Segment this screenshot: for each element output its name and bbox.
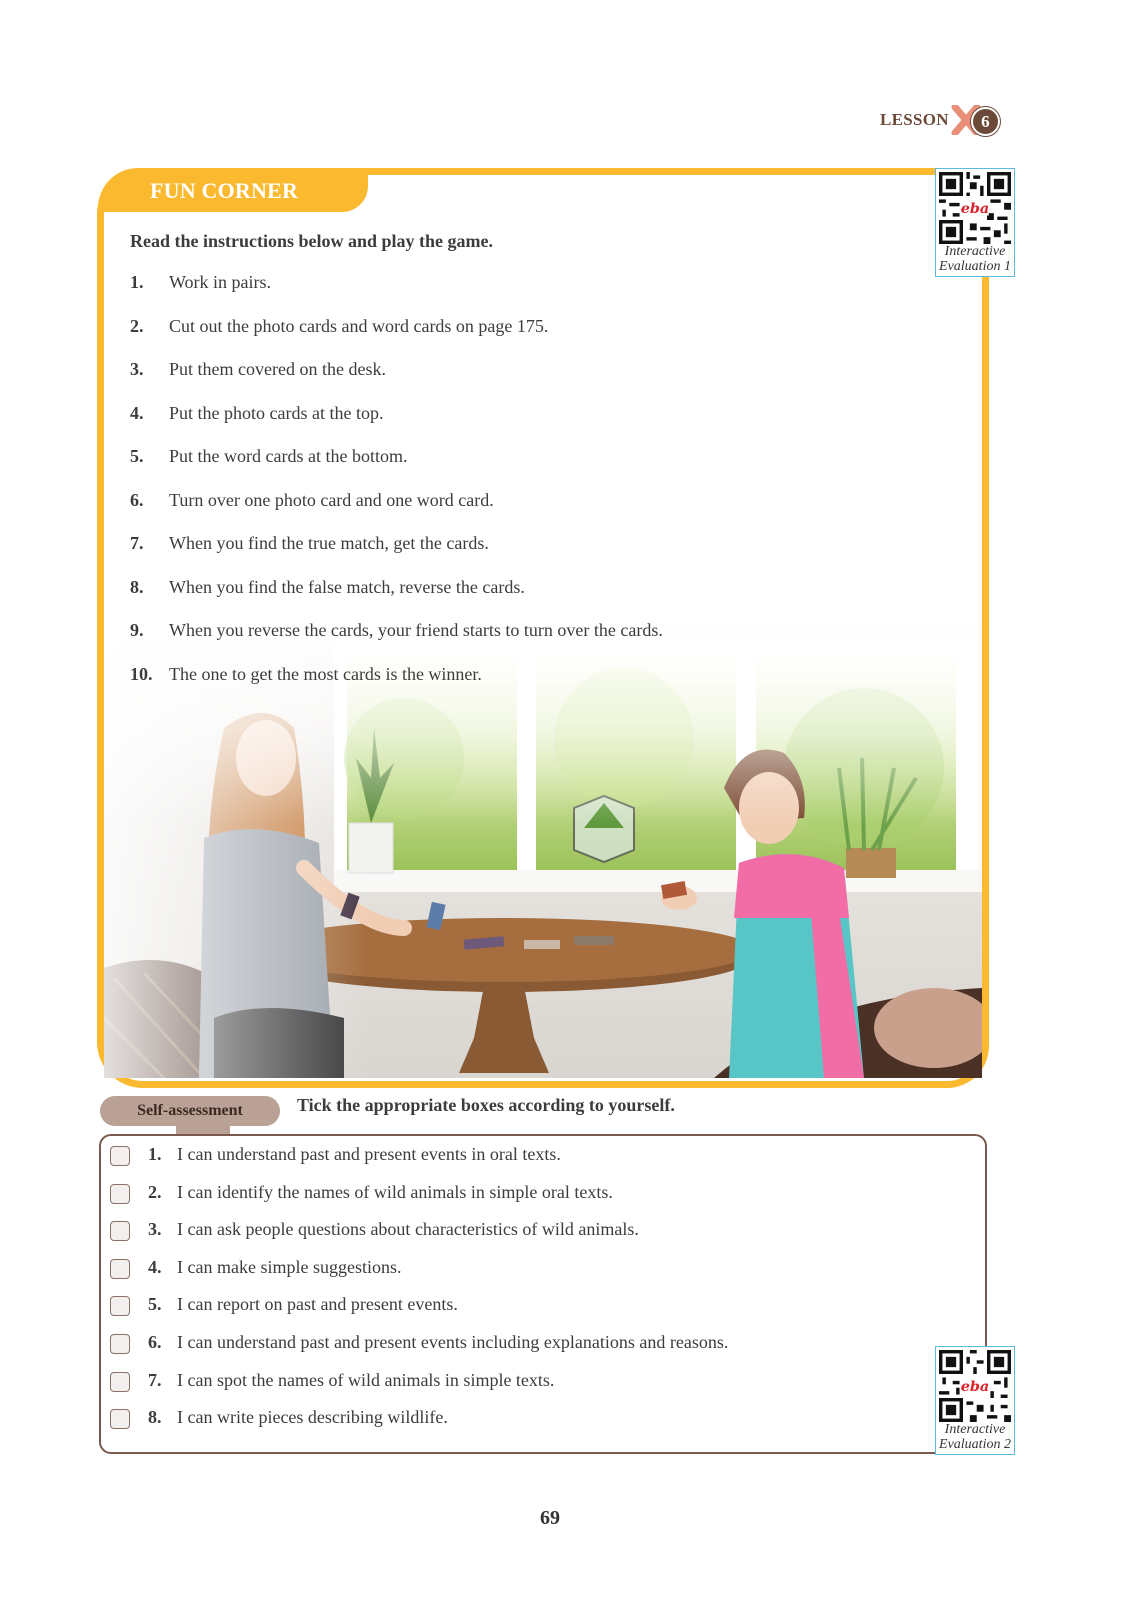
lesson-badge — [880, 105, 999, 135]
checkbox[interactable] — [110, 1334, 130, 1354]
qr-code-interactive-evaluation-1[interactable] — [935, 168, 1015, 277]
step-text: Put the word cards at the bottom. — [169, 446, 408, 466]
qr-caption-line1: Interactive — [944, 1422, 1006, 1437]
fun-corner-title: FUN CORNER — [150, 178, 299, 203]
qr-caption-line2: Evaluation 1 — [939, 259, 1011, 274]
step-text: When you find the false match, reverse the cards. — [169, 576, 525, 597]
step-number: 10. — [130, 663, 153, 684]
self-assessment-label: Self-assessment — [100, 1096, 280, 1126]
step-number: 2. — [130, 315, 144, 336]
checkbox[interactable] — [110, 1184, 130, 1204]
fun-corner-intro: Read the instructions below and play the game. — [130, 231, 494, 251]
item-text: I can understand past and present events including explanations and reasons. — [177, 1331, 729, 1352]
step-number: 1. — [130, 272, 144, 292]
item-text: I can write pieces describing wildlife. — [177, 1407, 448, 1428]
step-number: 3. — [130, 359, 144, 379]
children-playing-cards-photo — [104, 618, 982, 1078]
qr-code-interactive-evaluation-2[interactable] — [935, 1346, 1015, 1455]
qr-caption-line1: Interactive — [944, 244, 1006, 259]
page-number: 69 — [540, 1507, 560, 1529]
item-number: 7. — [148, 1369, 162, 1390]
step-text: When you reverse the cards, your friend starts to turn over the cards. — [169, 620, 663, 640]
qr-caption — [936, 244, 1014, 276]
step-number: 8. — [130, 576, 144, 597]
step-text: The one to get the most cards is the winner. — [169, 663, 482, 684]
step-text: When you find the true match, get the cards. — [169, 533, 489, 553]
step-number: 4. — [130, 402, 144, 423]
svg-text:eba: eba — [960, 1377, 990, 1395]
step-text: Put the photo cards at the top. — [169, 402, 384, 423]
step-text: Work in pairs. — [169, 272, 272, 292]
item-number: 8. — [148, 1407, 162, 1428]
step-number: 9. — [130, 620, 144, 640]
lesson-cross-icon — [951, 105, 999, 135]
item-number: 2. — [148, 1181, 162, 1202]
item-number: 1. — [148, 1144, 162, 1164]
item-text: I can ask people questions about characteristics of wild animals. — [177, 1219, 639, 1240]
checkbox[interactable] — [110, 1221, 130, 1241]
item-text: I can understand past and present events in oral texts. — [177, 1144, 561, 1164]
item-text: I can make simple suggestions. — [177, 1256, 402, 1277]
svg-text:eba: eba — [960, 199, 990, 217]
self-assessment-instruction: Tick the appropriate boxes according to yourself. — [297, 1095, 675, 1115]
lesson-number: 6 — [971, 107, 1000, 136]
item-text: I can report on past and present events. — [177, 1294, 458, 1315]
step-text: Put them covered on the desk. — [169, 359, 386, 379]
item-text: I can identify the names of wild animals in simple oral texts. — [177, 1181, 613, 1202]
checkbox[interactable] — [110, 1372, 130, 1392]
checkbox[interactable] — [110, 1146, 130, 1166]
step-text: Turn over one photo card and one word card. — [169, 489, 494, 510]
qr-code-icon — [939, 1350, 1011, 1422]
item-number: 5. — [148, 1294, 162, 1315]
step-text: Cut out the photo cards and word cards on page 175. — [169, 315, 549, 336]
item-text: I can spot the names of wild animals in simple texts. — [177, 1369, 555, 1390]
checkbox[interactable] — [110, 1259, 130, 1279]
self-assessment-tab-stem — [176, 1126, 230, 1134]
item-number: 6. — [148, 1331, 162, 1352]
item-number: 3. — [148, 1219, 162, 1240]
step-number: 7. — [130, 533, 144, 553]
checkbox[interactable] — [110, 1409, 130, 1429]
step-number: 6. — [130, 489, 144, 510]
qr-caption-line2: Evaluation 2 — [939, 1437, 1011, 1452]
qr-code-icon — [939, 172, 1011, 244]
qr-caption — [936, 1422, 1014, 1454]
checkbox[interactable] — [110, 1296, 130, 1316]
item-number: 4. — [148, 1256, 162, 1277]
lesson-label: LESSON — [880, 110, 949, 129]
step-number: 5. — [130, 446, 144, 466]
